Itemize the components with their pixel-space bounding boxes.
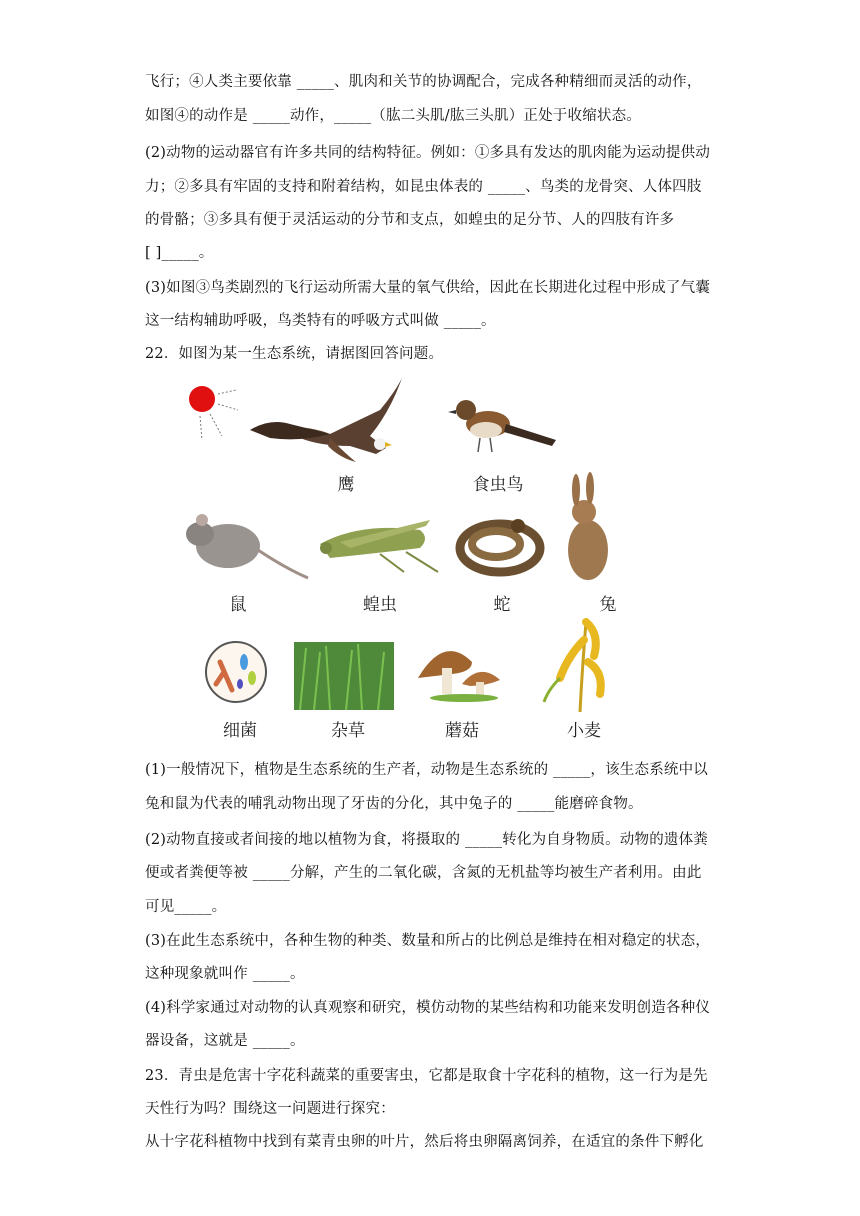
caption-bacteria: 细菌 — [223, 721, 257, 741]
text-line: 的骨骼；③多具有便于灵活运动的分节和支点，如蝗虫的足分节、人的四肢有许多 — [145, 212, 675, 228]
text-line: 飞行；④人类主要依靠 _____、肌肉和关节的协调配合，完成各种精细而灵活的动作， — [145, 74, 702, 90]
text-line: (2)动物直接或者间接的地以植物为食，将摄取的 _____转化为自身物质。动物的遗体粪 — [145, 832, 708, 848]
caption-eagle: 鹰 — [337, 475, 355, 495]
bacteria-image — [206, 642, 266, 702]
caption-locust: 蝗虫 — [363, 595, 397, 615]
sun-icon — [189, 386, 238, 440]
caption-mushroom: 蘑菇 — [445, 721, 479, 741]
mouse-image — [186, 514, 308, 578]
caption-weeds: 杂草 — [331, 721, 365, 741]
text-line: (1)一般情况下，植物是生态系统的生产者，动物是生态系统的 _____，该生态系统中以 — [145, 762, 708, 778]
ecosystem-figure — [180, 372, 650, 742]
text-line: (4)科学家通过对动物的认真观察和研究，模仿动物的某些结构和功能来发明创造各种仪 — [145, 1000, 711, 1016]
text-line: (3)如图③鸟类剧烈的飞行运动所需大量的氧气供给，因此在长期进化过程中形成了气囊 — [145, 280, 711, 296]
text-line: 从十字花科植物中找到有菜青虫卵的叶片，然后将虫卵隔离饲养，在适宜的条件下孵化 — [145, 1134, 704, 1150]
text-line: [ ]_____。 — [145, 245, 214, 261]
text-line: 这一结构辅助呼吸，鸟类特有的呼吸方式叫做 _____。 — [145, 313, 496, 329]
insect-bird-image — [448, 400, 556, 452]
text-line: 这种现象就叫作 _____。 — [145, 966, 305, 982]
caption-wheat: 小麦 — [567, 721, 601, 741]
text-line: 力；②多具有牢固的支持和附着结构，如昆虫体表的 _____、鸟类的龙骨突、人体四肢 — [145, 179, 702, 195]
question-heading: 23．青虫是危害十字花科蔬菜的重要害虫，它都是取食十字花科的植物，这一行为是先 — [145, 1068, 708, 1084]
text-line: 兔和鼠为代表的哺乳动物出现了牙齿的分化，其中兔子的 _____能磨碎食物。 — [145, 796, 643, 812]
text-line: 天性行为吗？围绕这一问题进行探究： — [145, 1101, 395, 1117]
caption-mouse: 鼠 — [229, 595, 247, 615]
text-line: (3)在此生态系统中，各种生物的种类、数量和所占的比例总是维持在相对稳定的状态， — [145, 933, 711, 949]
eagle-image — [250, 378, 402, 462]
rabbit-image — [568, 472, 608, 580]
weeds-image — [294, 642, 394, 710]
snake-image — [460, 519, 540, 572]
caption-snake: 蛇 — [493, 595, 511, 615]
text-line: 如图④的动作是 _____动作，_____（肱二头肌/肱三头肌）正处于收缩状态。 — [145, 108, 641, 124]
caption-rabbit: 兔 — [599, 595, 617, 615]
text-line: 便或者粪便等被 _____分解，产生的二氧化碳，含氮的无机盐等均被生产者利用。由此 — [145, 865, 702, 881]
text-line: 器设备，这就是 _____。 — [145, 1033, 305, 1049]
caption-insect-bird: 食虫鸟 — [472, 475, 524, 495]
question-heading: 22．如图为某一生态系统，请据图回答问题。 — [145, 346, 444, 362]
text-line: (2)动物的运动器官有许多共同的结构特征。例如：①多具有发达的肌肉能为运动提供动 — [145, 145, 711, 161]
mushroom-image — [418, 651, 500, 702]
text-line: 可见_____。 — [145, 899, 227, 915]
locust-image — [320, 520, 438, 572]
wheat-image — [544, 622, 601, 712]
